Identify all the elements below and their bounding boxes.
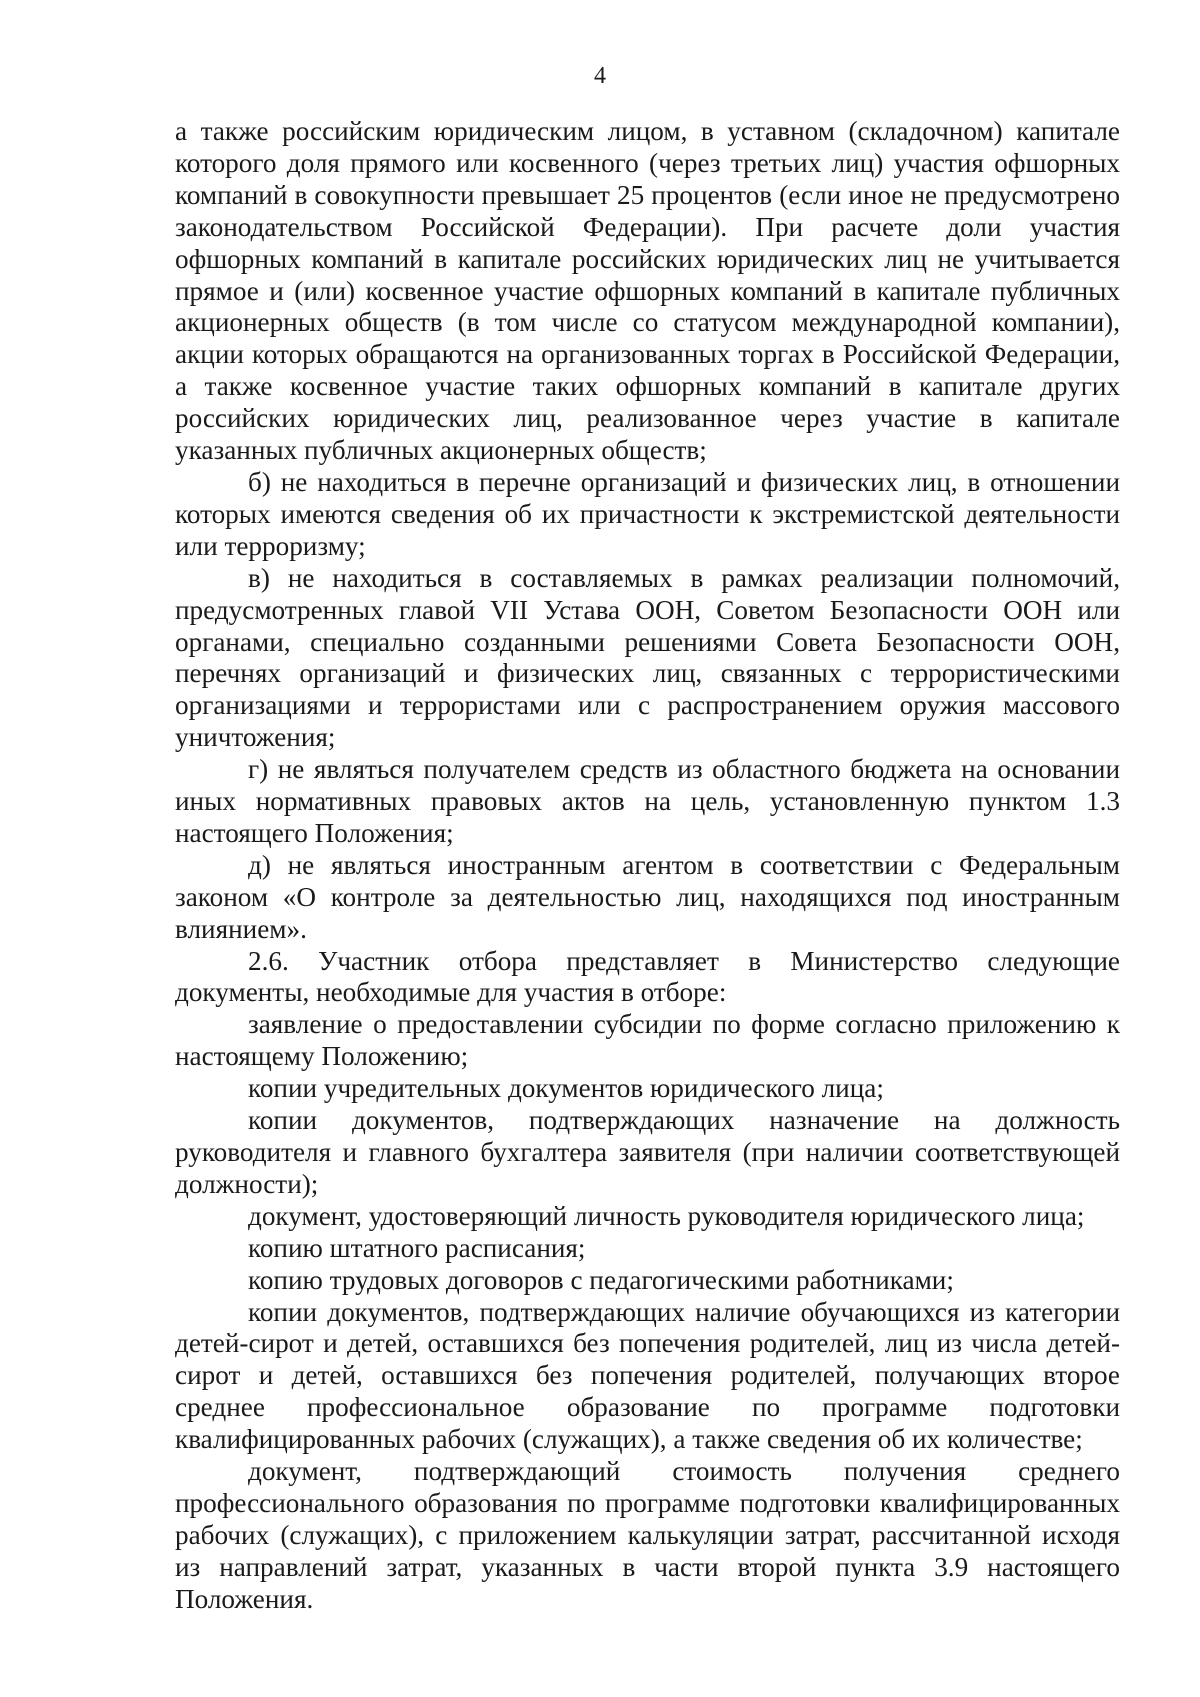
paragraph-item-b: б) не находиться в перечне организаций и физических лиц, в отношении которых имеются сведения об их причастности к экстремистской деятельности или терроризму; bbox=[175, 466, 1120, 561]
paragraph-item-d: д) не являться иностранным агентом в соответствии с Федеральным законом «О контроле за деятельностью лиц, находящихся под иностранным влиянием». bbox=[175, 849, 1120, 944]
document-list-item: заявление о предоставлении субсидии по форме согласно приложению к настоящему Положению; bbox=[175, 1009, 1120, 1072]
document-list-item: копии документов, подтверждающих наличие обучающихся из категории детей-сирот и детей, оставшихся без попечения родителей, лиц из числа детей-сирот и детей, оставшихся без попечения родителей, получающих второе среднее профессиональное образование по программе подготовки квалифицированных рабочих (служащих), а также сведения об их количестве; bbox=[175, 1296, 1120, 1455]
paragraph-section-2-6: 2.6. Участник отбора представляет в Министерство следующие документы, необходимые для участия в отборе: bbox=[175, 945, 1120, 1008]
document-list-item: копии учредительных документов юридического лица; bbox=[248, 1073, 884, 1104]
document-body bbox=[175, 116, 1120, 1616]
document-list-item: копию штатного расписания; bbox=[248, 1232, 586, 1263]
document-list-item: документ, удостоверяющий личность руководителя юридического лица; bbox=[248, 1200, 1085, 1231]
document-list-item: документ, подтверждающий стоимость получения среднего профессионального образования по программе подготовки квалифицированных рабочих (служащих), с приложением калькуляции затрат, рассчитанной исходя из направлений затрат, указанных в части второй пункта 3.9 настоящего Положения. bbox=[175, 1456, 1120, 1614]
page-number: 4 bbox=[594, 63, 606, 89]
document-list-item: копии документов, подтверждающих назначение на должность руководителя и главного бухгалтера заявителя (при наличии соответствующей должности); bbox=[175, 1105, 1120, 1199]
document-list-item: копию трудовых договоров с педагогическими работниками; bbox=[248, 1264, 954, 1295]
paragraph-item-g: г) не являться получателем средств из областного бюджета на основании иных нормативных правовых актов на цель, установленную пунктом 1.3 настоящего Положения; bbox=[175, 754, 1120, 848]
paragraph-item-v: в) не находиться в составляемых в рамках реализации полномочий, предусмотренных главой VII Устава ООН, Советом Безопасности ООН или органами, специально созданными решениями Совета Безопасности ООН, перечнях организаций и физических лиц, связанных с террористическими организациями и террористами или с распространением оружия массового уничтожения; bbox=[175, 562, 1120, 753]
paragraph-continuation: а также российским юридическим лицом, в уставном (складочном) капитале которого доля прямого или косвенного (через третьих лиц) участия офшорных компаний в совокупности превышает 25 процентов (если иное не предусмотрено законодательством Российской Федерации). При расчете доли участия офшорных компаний в капитале российских юридических лиц не учитывается прямое и (или) косвенное участие офшорных компаний в капитале публичных акционерных обществ (в том числе со статусом международной компании), акции которых обращаются на организованных торгах в Российской Федерации, а также косвенное участие таких офшорных компаний в капитале других российских юридических лиц, реализованное через участие в капитале указанных публичных акционерных обществ; bbox=[175, 116, 1120, 466]
